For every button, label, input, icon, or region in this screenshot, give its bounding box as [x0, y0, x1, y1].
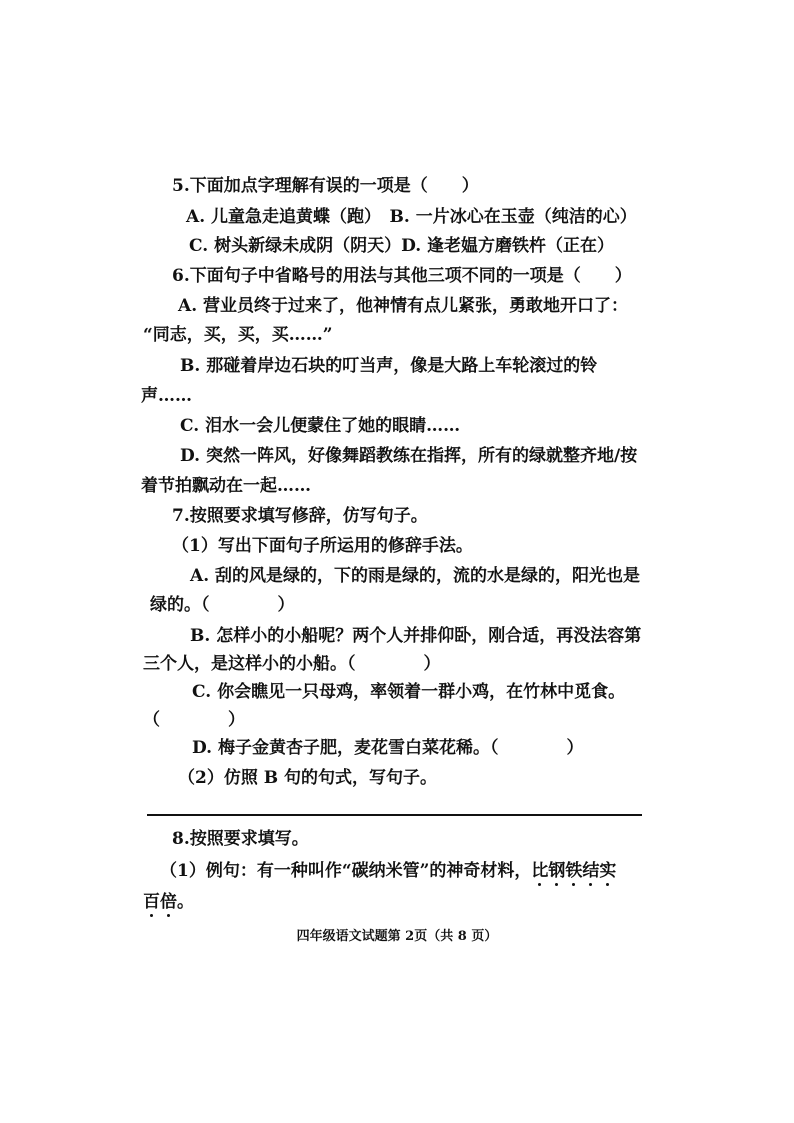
q6-option-d-line2: 着节拍飘动在一起…… [141, 476, 311, 496]
q8-example-line2 [143, 892, 194, 912]
q5-options-row1: A. 儿童急走追黄蝶（跑） B. 一片冰心在玉壶（纯洁的心） [186, 207, 637, 227]
q5-stem: 5.下面加点字理解有误的一项是（ ） [172, 176, 479, 196]
q7-c-line2: （ ） [143, 710, 245, 730]
dotted-char: 倍 [160, 892, 177, 912]
dotted-char: 钢 [548, 861, 566, 881]
q8-example-end: 。 [177, 892, 194, 912]
q7-b-line1: B. 怎样小的小船呢？两个人并排仰卧，刚合适，再没法容第 [190, 626, 642, 646]
q6-option-a-line2: “同志，买，买，买……” [143, 325, 333, 345]
q7-b-line2: 三个人，是这样小的小船。（ ） [143, 654, 441, 674]
q6-option-d-line1: D. 突然一阵风，好像舞蹈教练在指挥，所有的绿就整齐地/按 [180, 446, 638, 466]
q8-example-text: （1）例句：有一种叫作“碳纳米管”的神奇材料， [160, 861, 532, 881]
q8-stem: 8.按照要求填写。 [172, 829, 309, 849]
q7-sub2: （2）仿照 B 句的句式，写句子。 [178, 768, 438, 788]
q7-c-line1: C. 你会瞧见一只母鸡，率领着一群小鸡，在竹林中觅食。 [192, 682, 626, 702]
q8-example-line1 [160, 861, 616, 881]
q7-stem: 7.按照要求填写修辞，仿写句子。 [172, 506, 428, 526]
q6-option-b-line1: B. 那碰着岸边石块的叮当声，像是大路上车轮滚过的铃 [180, 356, 598, 376]
q7-a-line1: A. 刮的风是绿的，下的雨是绿的，流的水是绿的，阳光也是 [190, 566, 641, 586]
q6-stem: 6.下面句子中省略号的用法与其他三项不同的一项是（ ） [172, 266, 632, 286]
dotted-char: 铁 [565, 861, 583, 881]
q6-option-c: C. 泪水一会儿便蒙住了她的眼睛…… [180, 416, 461, 436]
page-footer: 四年级语文试题第 2页（共 8 页） [296, 929, 498, 944]
dotted-char: 比 [531, 861, 549, 881]
q6-option-b-line2: 声…… [141, 386, 192, 406]
q7-sub1: （1）写出下面句子所运用的修辞手法。 [172, 536, 473, 556]
dotted-char: 百 [143, 892, 160, 912]
dotted-char: 实 [599, 861, 617, 881]
q7-d: D. 梅子金黄杏子肥，麦花雪白菜花稀。（ ） [192, 738, 584, 758]
q6-option-a-line1: A. 营业员终于过来了，他神情有点儿紧张，勇敢地开口了： [178, 296, 629, 316]
dotted-char: 结 [582, 861, 600, 881]
section-divider [147, 814, 642, 816]
q7-a-line2: 绿的。（ ） [150, 595, 295, 615]
q5-options-row2: C. 树头新绿未成阴（阴天）D. 逢老媪方磨铁杵（正在） [189, 236, 615, 256]
